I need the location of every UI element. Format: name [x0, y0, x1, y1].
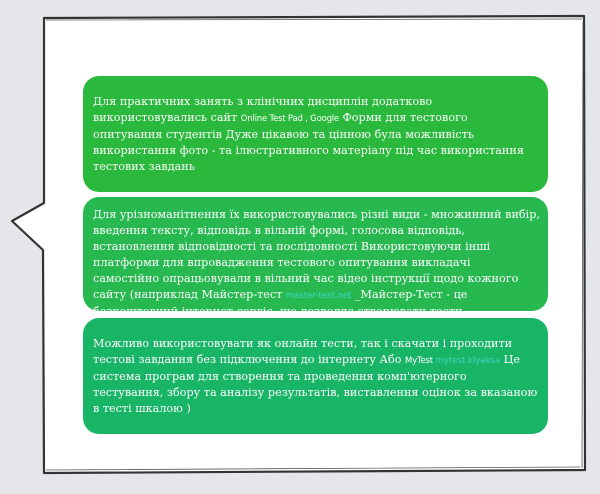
card-text-segment: Можливо використовувати як онлайн тести, так і скачати і проходити тестові завдання без підключення до інтернету Або: [93, 336, 513, 366]
card-text-segment: _Майстер-Тест - це безкоштовний інтернет сервіс, що дозволяє створювати тести: [93, 288, 468, 318]
card-text-segment: Форми для тестового опитування студентів Дуже цікавою та цінною була можливість використання фото - та ілюстративного матеріалу під час використання тестових завдань: [93, 110, 524, 173]
master-test-link[interactable]: master-test.net: [285, 291, 352, 301]
info-card-online-test-pad: [83, 76, 548, 192]
card-text-segment: Для урізноманітнення їх використовувались різні види - множинний вибір, введення тексту, відповідь в вільній формі, голосова відповідь, встановлення відповідності та послідовності Використовуючи інші платформи для впровадження тестового опитування викладачі самостійно опрацьовували в вільний час відео інструкції щодо кожного сайту (наприклад Майстер-тест: [93, 208, 540, 301]
card-text: [93, 207, 540, 320]
card-text-segment: Для практичних занять з клінічних дисциплін додатково використовувались сайт: [93, 94, 433, 124]
card-text-segment: Це система програм для створення та проведення комп'ютерного тестування, збору та аналізу результатів, виставлення оцінок за вказаною в тесті шкалою ): [93, 352, 538, 415]
info-card-question-types: [83, 197, 548, 318]
platform-name: Online Test Pad , Google: [240, 113, 339, 124]
card-text: [93, 336, 540, 417]
card-text: [93, 94, 540, 175]
platform-name: MyTest: [405, 355, 433, 366]
info-card-mytest: [83, 318, 548, 434]
mytest-link[interactable]: mytest.klyaksa: [432, 355, 501, 366]
